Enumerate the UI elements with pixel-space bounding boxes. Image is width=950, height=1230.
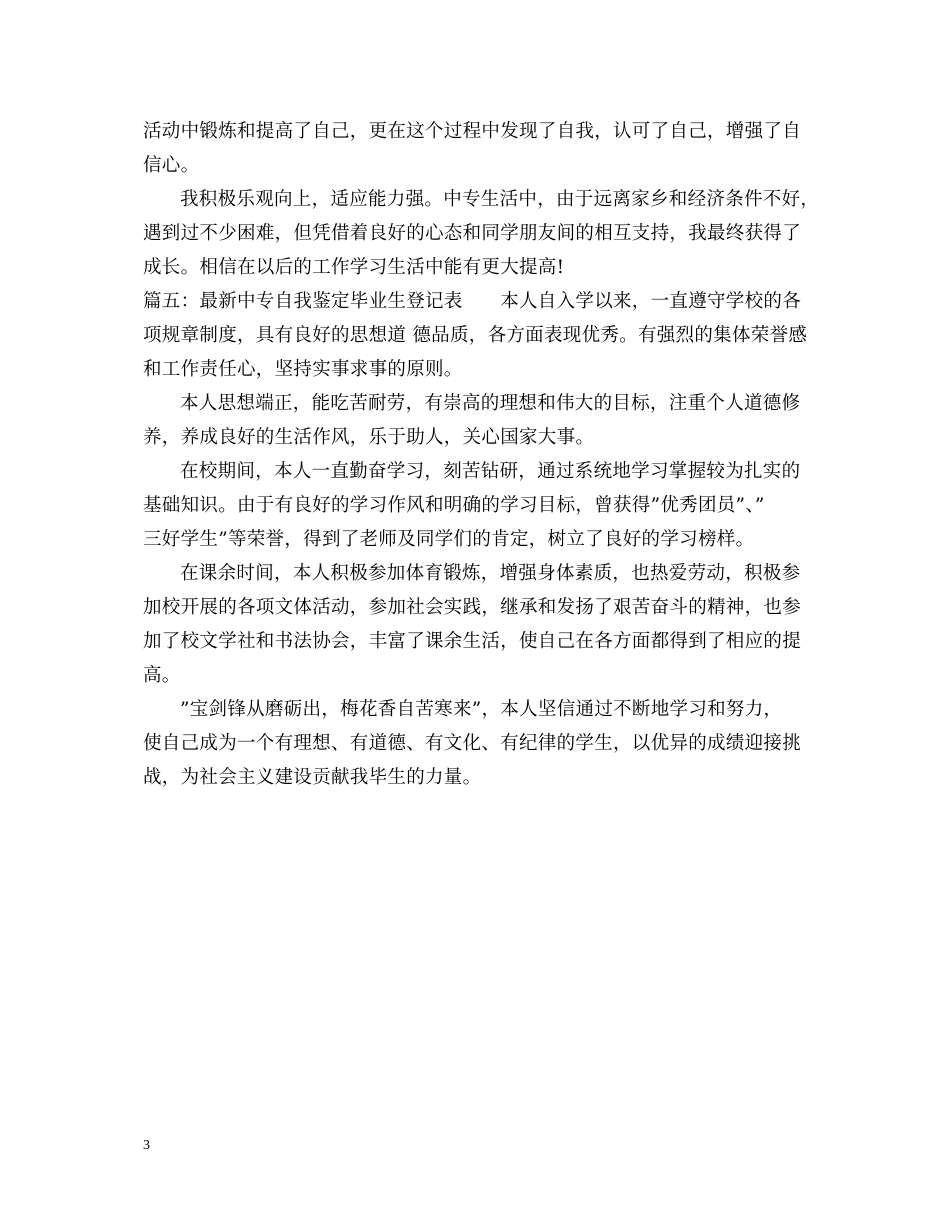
paragraph-start-line: 在课余时间，本人积极参加体育锻炼，增强身体素质，也热爱劳动，积极参 <box>180 563 801 584</box>
text-line: 信心。 <box>143 155 200 176</box>
text-line: 成长。相信在以后的工作学习生活中能有更大提高! <box>143 257 565 278</box>
paragraph-start-line: 我积极乐观向上，适应能力强。中专生活中，由于远离家乡和经济条件不好， <box>180 189 820 210</box>
text-line: 使自己成为一个有理想、有道德、有文化、有纪律的学生，以优异的成绩迎接挑 <box>143 733 802 754</box>
text-line: 项规章制度，具有良好的思想道 德品质，各方面表现优秀。有强烈的集体荣誉感 <box>143 325 808 346</box>
text-line: 高。 <box>143 665 181 686</box>
text-line: 活动中锻炼和提高了自己，更在这个过程中发现了自我，认可了自己，增强了自 <box>143 121 802 142</box>
text-line: 加了校文学社和书法协会，丰富了课余生活，使自己在各方面都得到了相应的提 <box>143 631 802 652</box>
text-line: 和工作责任心，坚持实事求事的原则。 <box>143 359 463 380</box>
text-line: 基础知识。由于有良好的学习作风和明确的学习目标，曾获得”优秀团员”、” <box>143 495 765 516</box>
paragraph-start-line: ”宝剑锋从磨砺出，梅花香自苦寒来”，本人坚信通过不断地学习和努力， <box>180 699 783 720</box>
text-line: 战，为社会主义建设贡献我毕生的力量。 <box>143 767 482 788</box>
text-line: 三好学生”等荣誉，得到了老师及同学们的肯定，树立了良好的学习榜样。 <box>143 529 755 550</box>
text-line: 养，养成良好的生活作风，乐于助人，关心国家大事。 <box>143 427 595 448</box>
text-line: 加校开展的各项文体活动，参加社会实践，继承和发扬了艰苦奋斗的精神，也参 <box>143 597 802 618</box>
page-number: 3 <box>143 1138 150 1153</box>
paragraph-start-line: 本人思想端正，能吃苦耐劳，有崇高的理想和伟大的目标，注重个人道德修 <box>180 393 801 414</box>
text-line: 遇到过不少困难，但凭借着良好的心态和同学朋友间的相互支持，我最终获得了 <box>143 223 802 244</box>
section-heading-line: 篇五：最新中专自我鉴定毕业生登记表 本人自入学以来，一直遵守学校的各 <box>143 291 802 312</box>
paragraph-start-line: 在校期间，本人一直勤奋学习，刻苦钻研，通过系统地学习掌握较为扎实的 <box>180 461 801 482</box>
